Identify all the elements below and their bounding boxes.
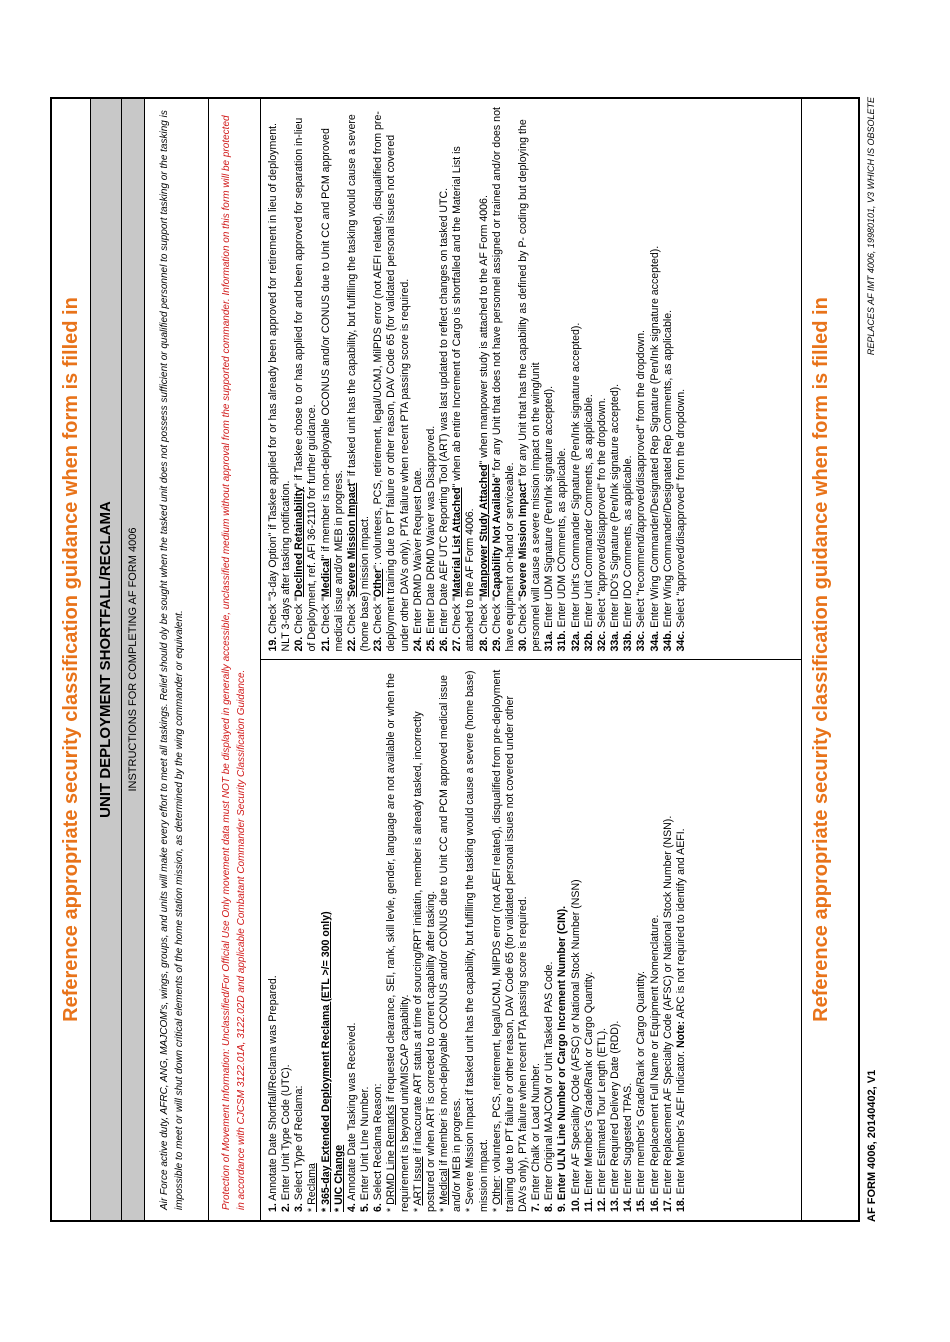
instruction-27: 27. Check "Material List Attached" when ab entire Increment of Cargo is shortfalled and the Material List is attached to the AF Form 4006. [451, 146, 477, 652]
instruction-23: 23. Check "Other": volunteers, PCS, retirement, legal/UCMJ, MilPDS error (not AEFI related), disqualified from pre-deployment training due to PT failure or other reason, DAV Code 65 (for validated personal issues not covered under other DAVs only), PTA failure when recent PTA passing score is required. [372, 111, 411, 652]
instruction-3: 3. Select Type of Reclama: [293, 1085, 306, 1212]
instructions-right-column [261, 99, 801, 660]
instruction-32c: 32c. Select "approved/dsiapproved" fro the dropdown. [595, 397, 608, 652]
instruction-8: 8. Enter Original MAJCOM or Unit Tasked PAS Code. [543, 961, 556, 1212]
reason-severe-mission-impact: * Severe Mission Impact if tasked unit has the capability, but fulfilling the tasking would cause a severe (home base) mission impact. [464, 670, 490, 1212]
instruction-34c: 34c. Select "approved/disapproved" from the dropdown. [674, 388, 687, 652]
instruction-10: 10. Enter AF Speciality COde (AFSC) or National Stock Number (NSN) [569, 879, 582, 1212]
replaces-notice: REPLACES AF IMT 4006, 19980101, V3 WHICH IS OBSOLETE [866, 97, 876, 356]
instruction-22: 22. Check "Severe Mission Impact" if tasked unit has the capability, but fulfilling the tasking would cause a severe (home base) mission impact. [345, 114, 372, 652]
instruction-14: 14. Enter Suggested TPAS. [622, 1082, 635, 1212]
instruction-32a: 32a. Enter Unit's Commander Signature (Pen/Ink signature accepted). [569, 322, 582, 652]
reason-art-issue: * ART Issue if inaccurate ART status at time of sourcing/RPT initiatin, member is already tasked, incorrectly postured or when ART is corrected to current capability after tasking. [411, 711, 437, 1212]
form-number: AF FORM 4006, 20140402, V1 [866, 1069, 878, 1222]
instruction-21: 21. Check "Medical" if member is non-deployable OCONUS and/or CONUS due to Unit CC and PCM approved medical issue and/or MEB in progress. [319, 128, 345, 652]
reason-drmd-line-remarks: * DRMD Line Remarks if requested clearance, SEI, rank, skill levle, gender, language are not available or when the requirement is beyond unit/MISCAP capability. [385, 673, 411, 1212]
instruction-17: 17. Enter Replacement AF Specialty Code (AFSC) or National Stock Number (NSN). [661, 815, 674, 1212]
instruction-31b: 31b. Enter UDM COmments, as applicable. [556, 447, 569, 652]
form-title: UNIT DEPLOYMENT SHORTFALL/RECLAMA [91, 99, 122, 1220]
instruction-16: 16. Enter Replacement Full Name or Equipment Nomenclature. [648, 914, 661, 1212]
instruction-34a: 34a. Enter Wing Commander/Designated Rep Signature (Pen/Ink signature accepted). [648, 245, 661, 652]
instruction-6: 6. Select Reclama Reason: [372, 1083, 385, 1212]
form-subtitle: INSTRUCTIONS FOR COMPLETING AF FORM 4006 [122, 99, 145, 1220]
instruction-24: 24. Enter DRMD Waiver Request Date. [411, 467, 424, 652]
classification-banner-top: Reference appropriate security classification guidance when form is filled in [52, 99, 91, 1220]
form-frame [50, 97, 860, 1222]
instructions-columns [261, 99, 801, 1220]
instruction-33a: 33a. Enter IDO's Signature (Pen/Ink signature accepted). [609, 383, 622, 652]
instruction-34b: 34b. Enter Wing Commander/Designated Rep Comments, as applicable. [661, 309, 674, 652]
instruction-13: 13. Enter Required Delivery Date (RDD). [609, 1020, 622, 1212]
instruction-29: 29. Check "Capability Not Available" for any Unit that does not have personnel assigned or trained and/or does not have equipment on-hand or serviceable. [490, 107, 516, 652]
instruction-28: 28. Check "Manpower Study Attached" when manpower study is attached to the AF Form 4006. [477, 195, 490, 652]
instruction-33b: 33b. Enter IDO Comments, as applicable. [622, 455, 635, 652]
instruction-26: 26. Enter Date AEF UTC Reporting Tool (ART) was last updated to reflect changes on tasked UTC. [438, 187, 451, 652]
instruction-19: 19. Check "3-day Option" if Taskee applied for or has already been approved for retirement in lieu of deployment. NLT 3-days after tasking notification. [267, 122, 293, 652]
instruction-9: 9. Enter ULN Line Number or Cargo Increment Number (CIN). [556, 905, 569, 1212]
instructions-left-column [261, 660, 801, 1221]
reclama-type-365day: * 365-day Extended Deployment Reclama (ETL >/= 300 only) [319, 911, 332, 1212]
instruction-1: 1. Annotate Date Shortfall/Reclama was Prepared. [267, 975, 279, 1212]
instruction-11: 11. Enter Member's Grade/Rank or Cargo Quantity. [582, 971, 595, 1212]
instruction-7: 7. Enter Chalk or Load Number. [530, 1063, 543, 1212]
instruction-33c: 33c. Select "recommend/approved/disapproved" from the dropdown. [635, 330, 648, 652]
instruction-15: 15. Enter member's Grade/Rank or Cargo Quantity. [635, 971, 648, 1212]
tasking-notice: Air Force active duty, AFRC, ANG, MAJCOM's, wings, groups, and units will make every effort to meet all taskings. Relief should oly be sought when the tasked unit does not possess sufficient or qualified personnel to support tasking or the tasking is impossible to meet or will shut down critical elements of the home station mission, as determined by the wing commander or equivalent. [145, 99, 209, 1220]
classification-banner-bottom: Reference appropriate security classification guidance when form is filled in [801, 99, 840, 1220]
instruction-25: 25. Enter Date DRMD Waiver was Disapproved. [424, 425, 437, 652]
reason-medical: * Medical if member is non-deployable OCONUS and/or CONUS due to Unit CC and PCM approved medical issue and/or MEB in progress. [438, 674, 464, 1212]
instruction-5: 5. Enter Unit LIne Number. [359, 1086, 372, 1212]
reclama-type-uic-change: * UIC Change [332, 1144, 345, 1212]
instruction-20: 20. Check "Declined Retainability" if Taskee chose to or has applied for and been approved for separation in-lieu of Deployment, ref. AFI 36-2110 for further guidance. [293, 117, 319, 652]
protection-notice: Protection of Movement Information: Unclassified/For Official Use Only movement data must NOT be displayed in generally accessible, unclassified medium without approval from the supported commander. Information on this form will be protected in accordance with CJCSM 3122.01A, 3122.02D and applicable Combatant Commander Security Classification Guidance. [209, 99, 261, 1220]
instruction-31a: 31a. Enter UDM Signature (Pen/Ink signature accepted). [543, 385, 556, 652]
instruction-32b: 32b. Enter Unit Commander Comments, as applicable. [582, 394, 595, 652]
instruction-12: 12. Enter Estimated Tour Length (ETL). [595, 1027, 608, 1212]
instruction-4: 4. Annotate Date Tasking was Received. [345, 1022, 358, 1212]
instruction-30: 30. Check "Severe Mission Impact" for any Unit that has the capability as defined by P- coding but deploying the personnel will cause a severe mission impact on the wing/unit [516, 119, 543, 652]
reason-other: * Other: volunteers, PCS, retirement, legal/UCMJ, MilPDS error (not AEFI related), disqualified from pre-deployment training due to PT failure or other reason, DAV Code 65 (for validated personal issues not covered under other DAVs only), PTA failure when recent PTA passing score is required. [490, 669, 529, 1212]
reclama-type-reclama: * Reclama [306, 1163, 319, 1212]
instruction-18: 18. Enter Member's AEF Indicator. Note: ARC is not required to identify and AEFI. [674, 828, 687, 1212]
instruction-2: 2. Enter Unit Type Code (UTC). [280, 1064, 293, 1212]
